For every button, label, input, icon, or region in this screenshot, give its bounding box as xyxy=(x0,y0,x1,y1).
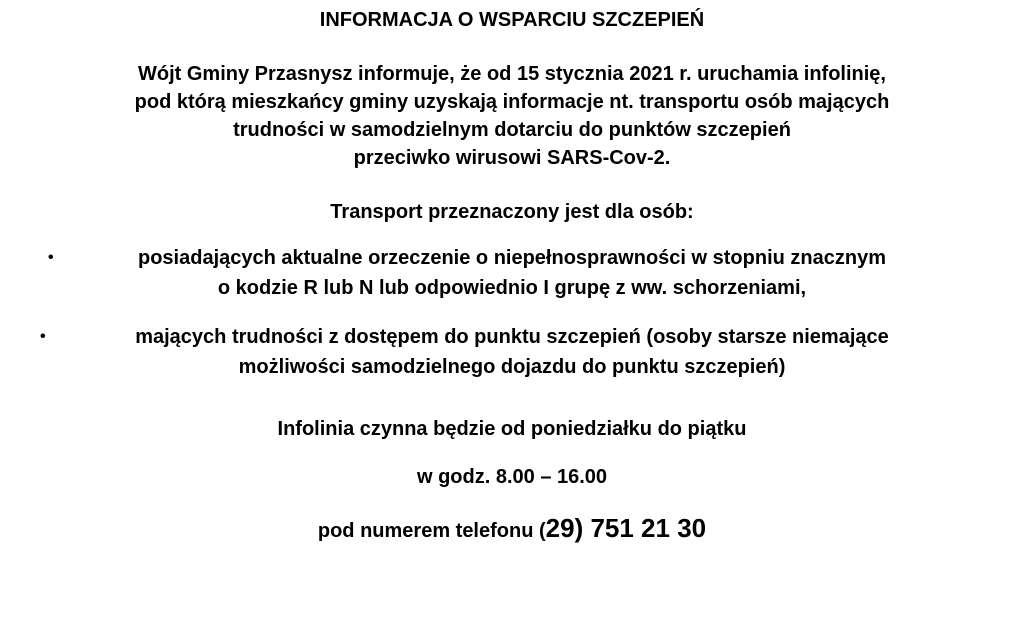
phone-number: 29) 751 21 30 xyxy=(545,513,707,543)
phone-info xyxy=(0,511,1024,548)
intro-line: trudności w samodzielnym dotarciu do punktów szczepień xyxy=(233,119,791,141)
hours-time: w godz. 8.00 – 16.00 xyxy=(416,466,608,488)
list-item-line: posiadających aktualne orzeczenie o niepełnosprawności w stopniu znacznym xyxy=(138,247,886,269)
document-title: INFORMACJA O WSPARCIU SZCZEPIEŃ xyxy=(319,9,705,31)
bullet-icon: • xyxy=(40,328,46,345)
intro-line: pod którą mieszkańcy gminy uzyskają informacje nt. transportu osób mających xyxy=(134,91,890,113)
transport-heading: Transport przeznaczony jest dla osób: xyxy=(330,201,694,223)
bullet-icon: • xyxy=(48,249,54,266)
phone-prefix: pod numerem telefonu ( xyxy=(317,520,546,542)
hours-days: Infolinia czynna będzie od poniedziałku do piątku xyxy=(277,418,747,440)
list-item xyxy=(0,243,1024,303)
list-item-line: mających trudności z dostępem do punktu szczepień (osoby starsze niemające xyxy=(135,326,889,348)
intro-paragraph xyxy=(0,60,1024,172)
intro-line: przeciwko wirusowi SARS-Cov-2. xyxy=(353,147,671,169)
list-item xyxy=(0,322,1024,382)
list-item-line: możliwości samodzielnego dojazdu do punktu szczepień) xyxy=(238,356,786,378)
list-item-line: o kodzie R lub N lub odpowiednio I grupę z ww. schorzeniami, xyxy=(217,277,807,299)
intro-line: Wójt Gminy Przasnysz informuje, że od 15 stycznia 2021 r. uruchamia infolinię, xyxy=(138,63,886,85)
